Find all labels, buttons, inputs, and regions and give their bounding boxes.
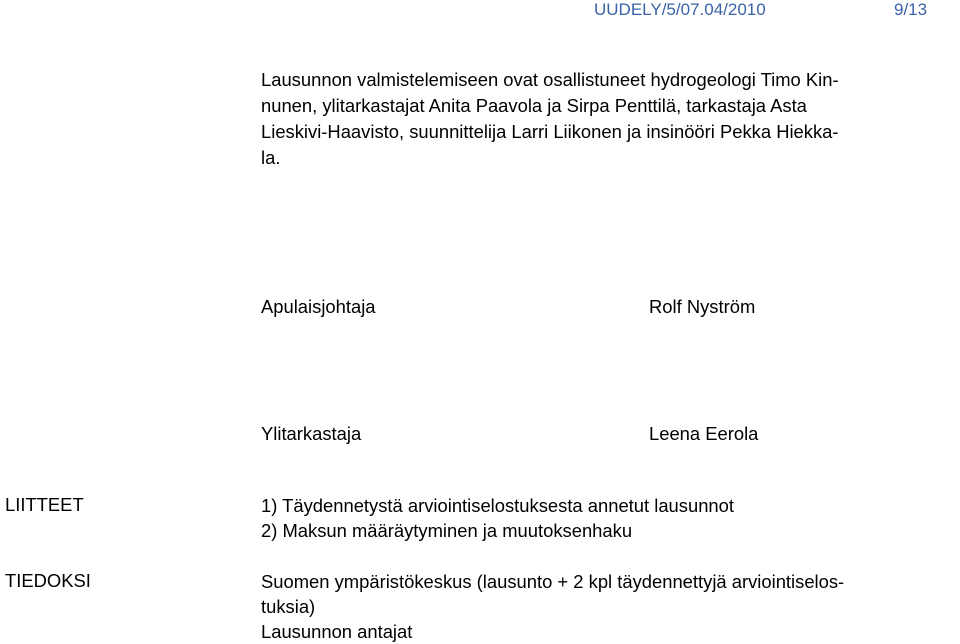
signer-name-1: Rolf Nyström	[649, 296, 756, 317]
paragraph-line: Lausunnon valmistelemiseen ovat osallistuneet hydrogeologi Timo Kin-	[261, 69, 839, 90]
paragraph-line: Lieskivi-Haavisto, suunnittelija Larri Liikonen ja insinööri Pekka Hiekka-	[261, 121, 839, 142]
attachment-item: 1) Täydennetystä arviointiselostuksesta annetut lausunnot	[261, 495, 735, 516]
attachments-label: LIITTEET	[5, 494, 84, 515]
signer-title-1: Apulaisjohtaja	[261, 296, 376, 317]
document-reference: UUDELY/5/07.04/2010	[594, 0, 766, 19]
info-label: TIEDOKSI	[5, 570, 91, 591]
attachment-item: 2) Maksun määräytyminen ja muutoksenhaku	[261, 520, 633, 541]
body-paragraph	[261, 67, 951, 171]
info-recipients	[261, 569, 844, 644]
signer-name-2: Leena Eerola	[649, 423, 759, 444]
recipient-line: Suomen ympäristökeskus (lausunto + 2 kpl täydennettyjä arviointiselos-	[261, 571, 845, 592]
recipient-line: tuksia)	[261, 596, 316, 617]
attachments-list	[261, 493, 734, 543]
page-number: 9/13	[894, 0, 928, 19]
recipient-line: Lausunnon antajat	[261, 621, 413, 642]
signer-title-2: Ylitarkastaja	[261, 423, 362, 444]
paragraph-line: la.	[261, 147, 281, 168]
paragraph-line: nunen, ylitarkastajat Anita Paavola ja Sirpa Penttilä, tarkastaja Asta	[261, 95, 807, 116]
